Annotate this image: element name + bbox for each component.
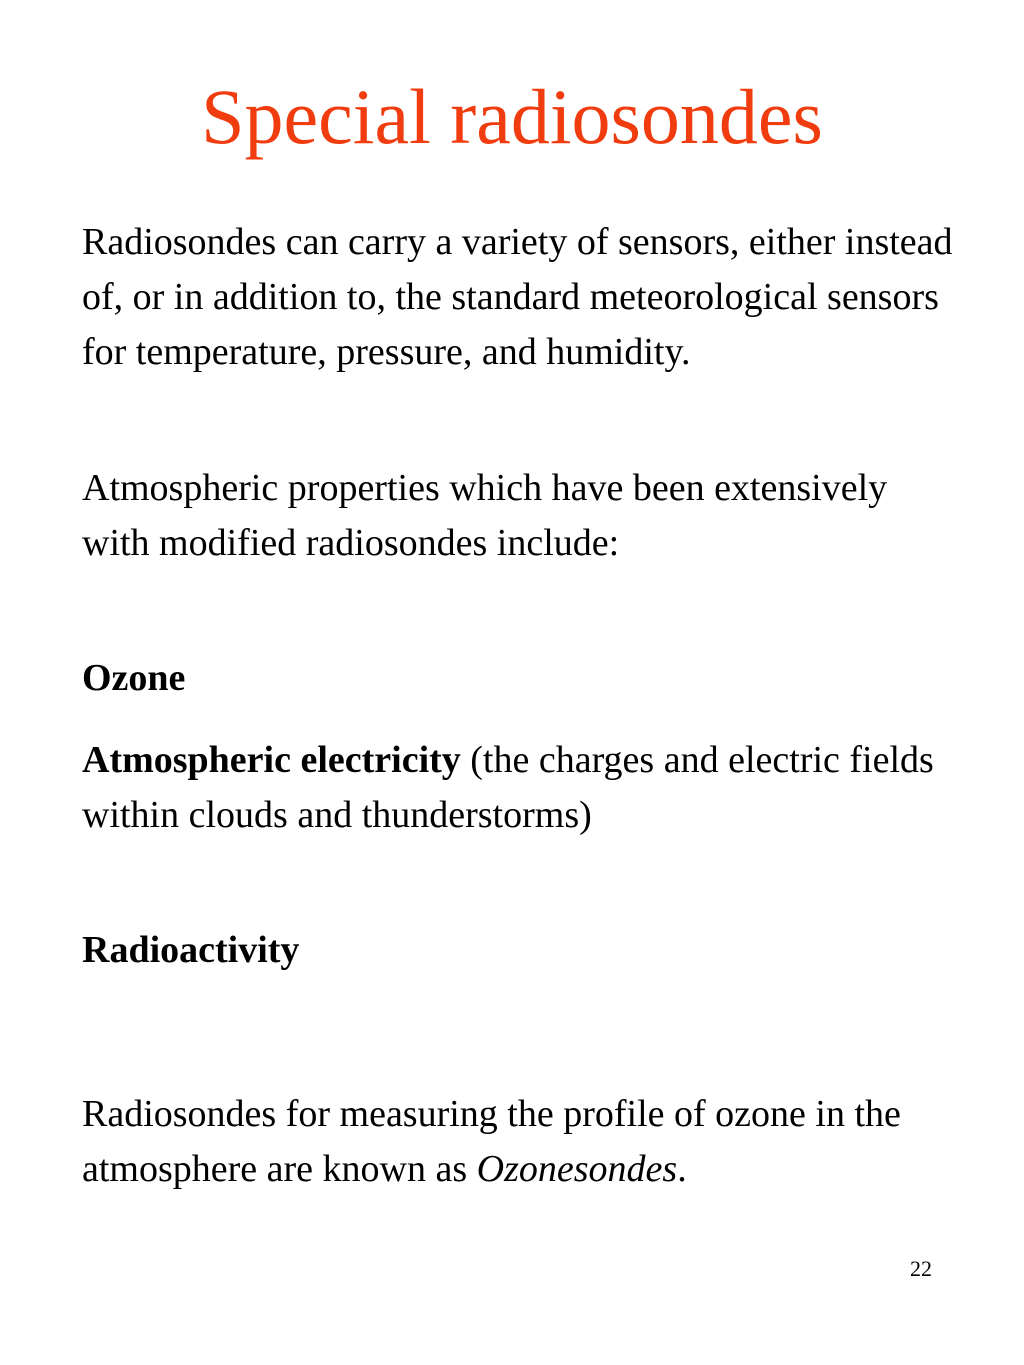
properties-paragraph: Atmospheric properties which have been extensively with modified radiosondes include: bbox=[82, 467, 888, 564]
item-ozone bbox=[82, 651, 962, 706]
item-electricity-term: Atmospheric electricity bbox=[82, 739, 461, 781]
item-radioactivity-term: Radioactivity bbox=[82, 929, 300, 971]
closing-end: . bbox=[677, 1148, 687, 1190]
item-radioactivity bbox=[82, 923, 962, 978]
closing-term: Ozonesondes bbox=[476, 1148, 678, 1190]
intro-paragraph: Radiosondes can carry a variety of sensors, either instead of, or in addition to, the standard meteorological sensors for temperature, pressure, and humidity. bbox=[82, 221, 953, 373]
page-number: 22 bbox=[910, 1256, 932, 1281]
closing-paragraph bbox=[82, 1087, 962, 1197]
item-ozone-term: Ozone bbox=[82, 657, 186, 699]
slide-title: Special radiosondes bbox=[201, 73, 823, 160]
item-electricity-description: (the charges and electric fields within clouds and thunderstorms) bbox=[82, 739, 934, 836]
item-atmospheric-electricity bbox=[82, 733, 962, 843]
closing-text: Radiosondes for measuring the profile of ozone in the atmosphere are known as bbox=[82, 1093, 901, 1190]
